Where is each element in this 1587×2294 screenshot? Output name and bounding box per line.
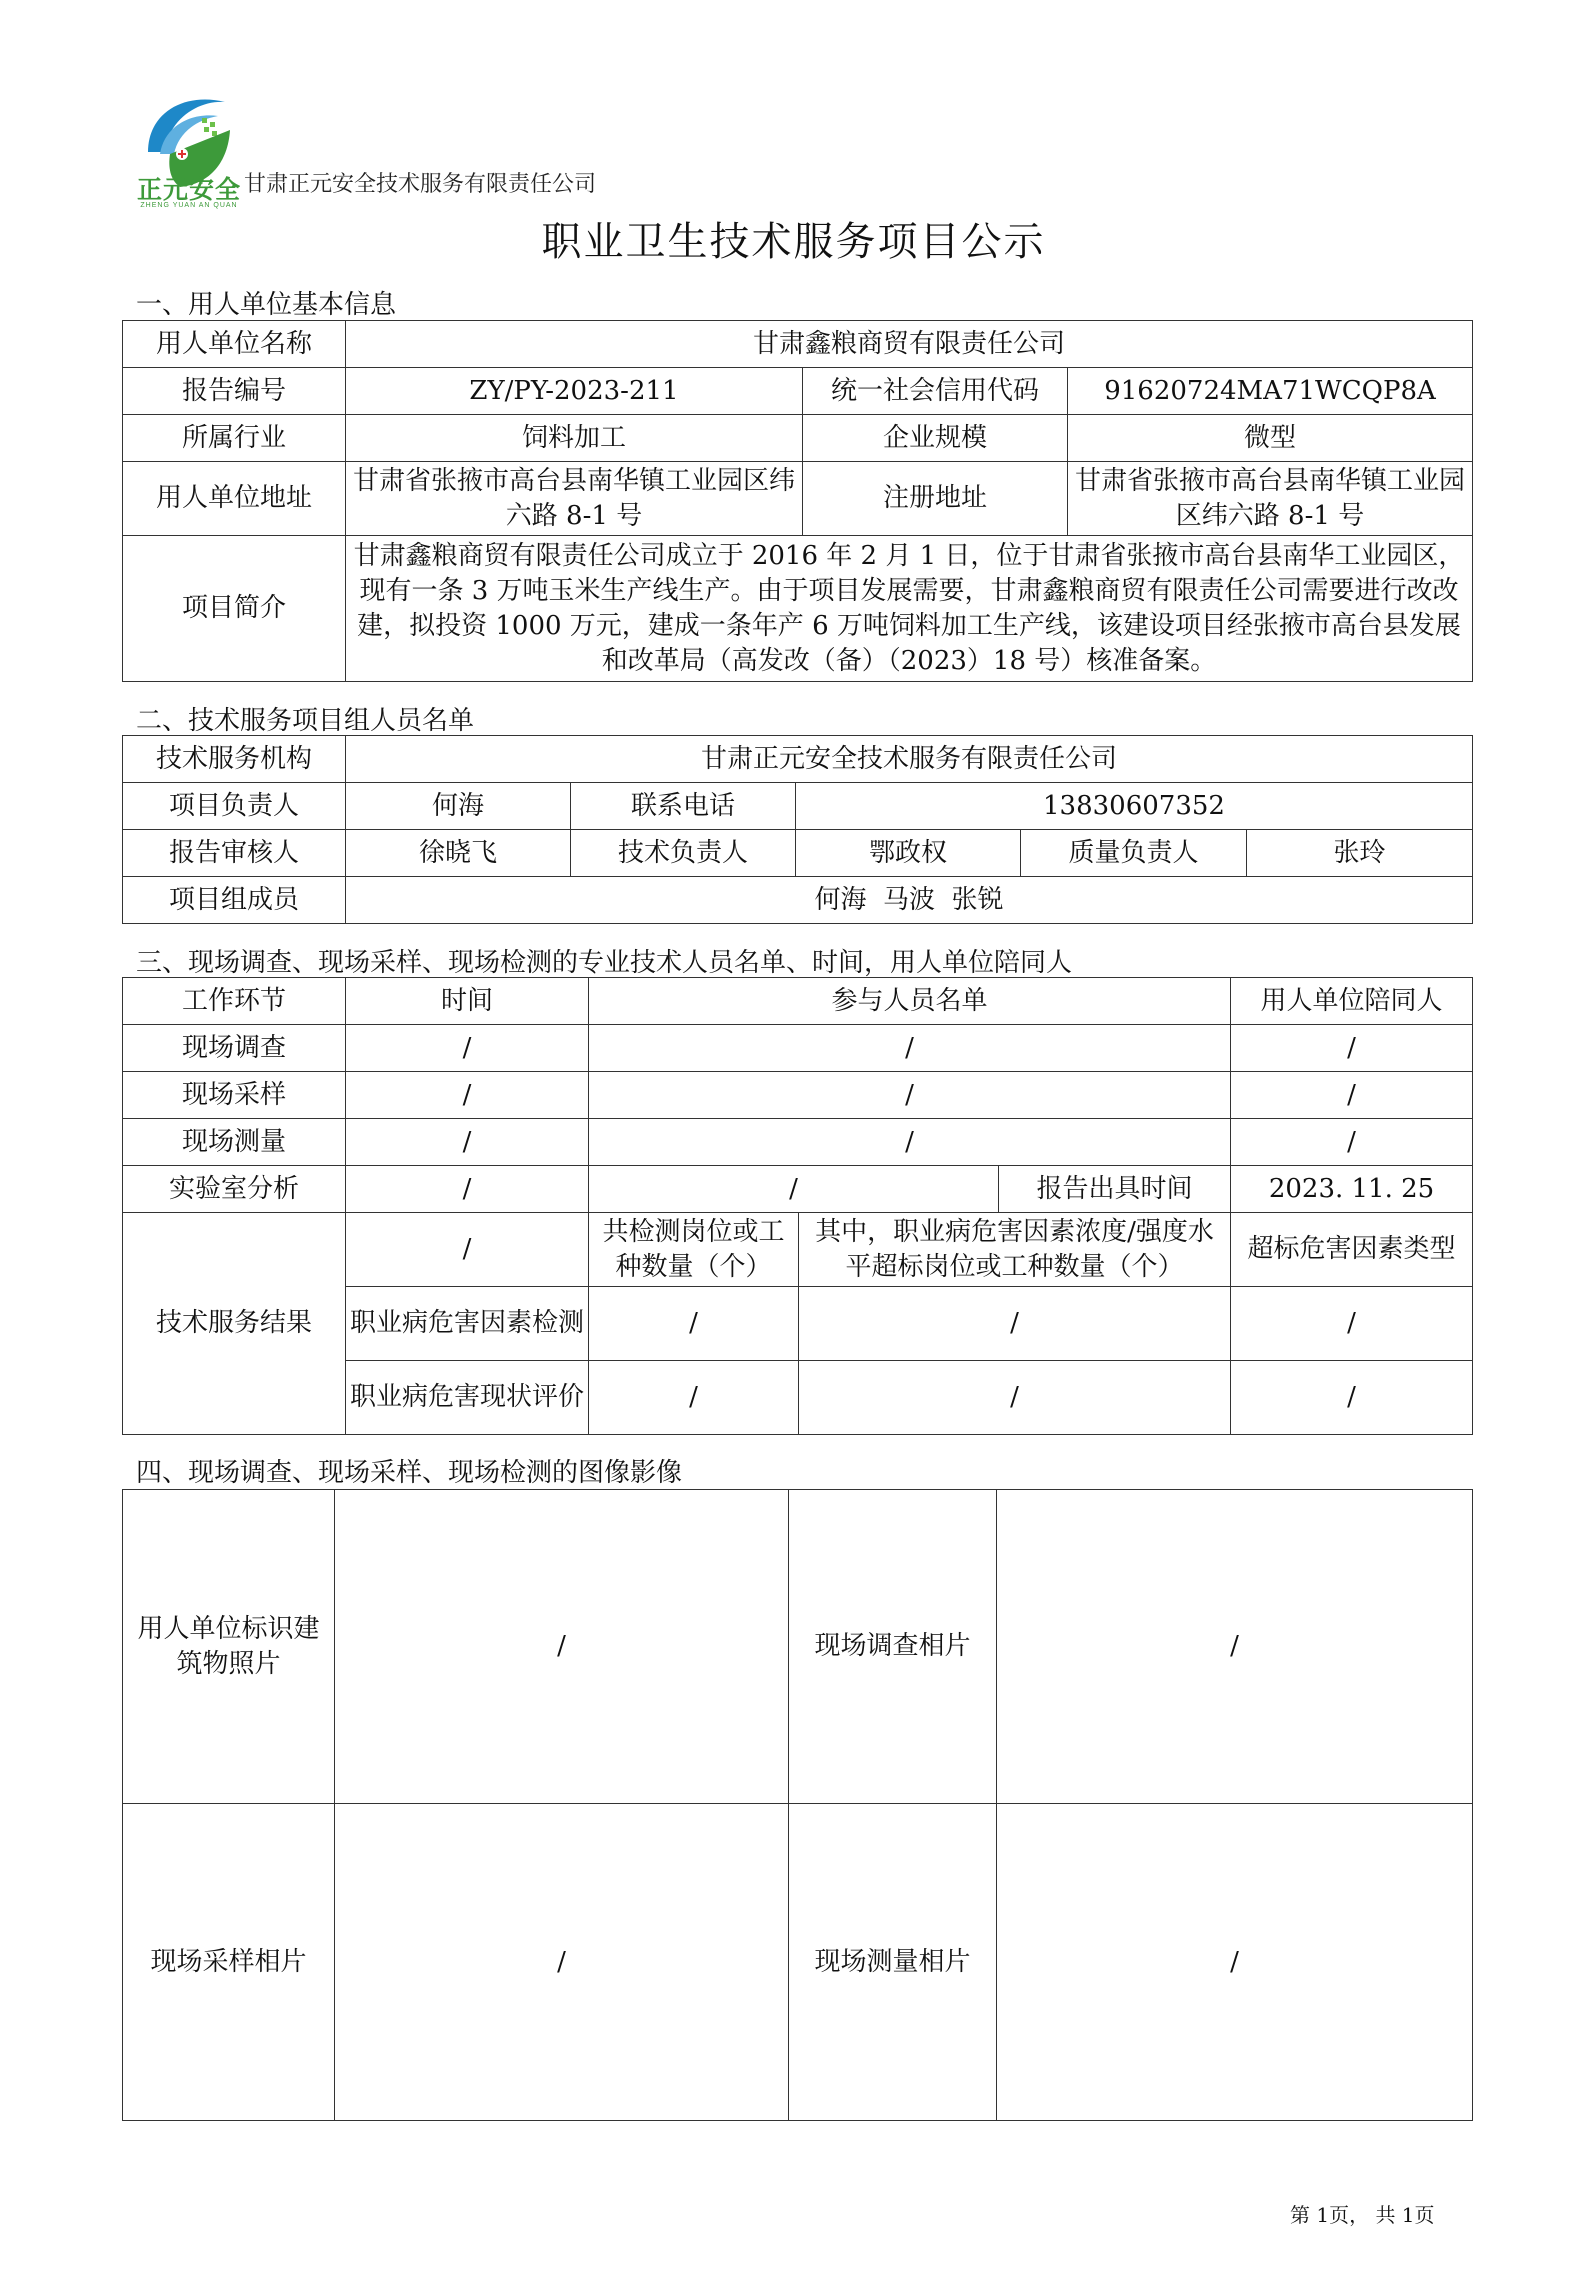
- result-row-name: 职业病危害因素检测: [346, 1287, 589, 1361]
- label-industry: 所属行业: [123, 415, 346, 462]
- result-col-exceed: 其中，职业病危害因素浓度/强度水平超标岗位或工种数量（个）: [799, 1213, 1231, 1287]
- result-row-name: 职业病危害现状评价: [346, 1361, 589, 1435]
- label-report-date: 报告出具时间: [999, 1166, 1231, 1213]
- reg-address: 甘肃省张掖市高台县南华镇工业园区纬六路 8-1 号: [1068, 462, 1473, 536]
- images-table: [122, 1489, 1473, 2121]
- label-employer-name: 用人单位名称: [123, 321, 346, 368]
- section1-heading: 一、用人单位基本信息: [136, 290, 397, 320]
- table-row: [123, 1072, 1473, 1119]
- escort: /: [1231, 1025, 1473, 1072]
- result-corner: /: [346, 1213, 589, 1287]
- people: /: [589, 1072, 1231, 1119]
- table-row: [123, 1025, 1473, 1072]
- label-credit-code: 统一社会信用代码: [803, 368, 1068, 415]
- report-no: ZY/PY-2023-211: [346, 368, 803, 415]
- label-survey-photo: 现场调查相片: [789, 1490, 997, 1804]
- result-exceed: /: [799, 1287, 1231, 1361]
- section3-heading: 三、现场调查、现场采样、现场检测的专业技术人员名单、时间，用人单位陪同人: [136, 948, 1073, 978]
- people: /: [589, 1119, 1231, 1166]
- label-reg-address: 注册地址: [803, 462, 1068, 536]
- survey-photo: /: [997, 1490, 1473, 1804]
- result-type: /: [1231, 1287, 1473, 1361]
- project-leader: 何海: [346, 783, 571, 830]
- members: 何海 马波 张锐: [346, 877, 1473, 924]
- label-measurement-photo: 现场测量相片: [789, 1804, 997, 2121]
- people: /: [589, 1025, 1231, 1072]
- scale: 微型: [1068, 415, 1473, 462]
- page-number: 第 1页， 共 1页: [1290, 2203, 1435, 2227]
- reviewer: 徐晓飞: [346, 830, 571, 877]
- result-col-type: 超标危害因素类型: [1231, 1213, 1473, 1287]
- result-type: /: [1231, 1361, 1473, 1435]
- result-count: /: [589, 1287, 799, 1361]
- industry: 饲料加工: [346, 415, 803, 462]
- employer-info-table: [122, 320, 1473, 682]
- building-photo: /: [335, 1490, 789, 1804]
- onsite-table: [122, 977, 1473, 1435]
- result-col-count: 共检测岗位或工种数量（个）: [589, 1213, 799, 1287]
- escort: /: [1231, 1119, 1473, 1166]
- result-count: /: [589, 1361, 799, 1435]
- stage: 实验室分析: [123, 1166, 346, 1213]
- time: /: [346, 1072, 589, 1119]
- sampling-photo: /: [335, 1804, 789, 2121]
- stage: 现场调查: [123, 1025, 346, 1072]
- label-project-leader: 项目负责人: [123, 783, 346, 830]
- table-row: [123, 1119, 1473, 1166]
- time: /: [346, 1119, 589, 1166]
- report-date: 2023. 11. 25: [1231, 1166, 1473, 1213]
- time: /: [346, 1025, 589, 1072]
- phone: 13830607352: [796, 783, 1473, 830]
- label-address: 用人单位地址: [123, 462, 346, 536]
- result-exceed: /: [799, 1361, 1231, 1435]
- tech-lead: 鄂政权: [796, 830, 1021, 877]
- credit-code: 91620724MA71WCQP8A: [1068, 368, 1473, 415]
- header-stage: 工作环节: [123, 978, 346, 1025]
- table-row: [123, 1166, 1473, 1213]
- label-sampling-photo: 现场采样相片: [123, 1804, 335, 2121]
- label-quality-lead: 质量负责人: [1021, 830, 1247, 877]
- escort: /: [1231, 1072, 1473, 1119]
- label-report-no: 报告编号: [123, 368, 346, 415]
- label-members: 项目组成员: [123, 877, 346, 924]
- team-table: [122, 735, 1473, 924]
- label-service-org: 技术服务机构: [123, 736, 346, 783]
- header-time: 时间: [346, 978, 589, 1025]
- stage: 现场采样: [123, 1072, 346, 1119]
- label-scale: 企业规模: [803, 415, 1068, 462]
- stage: 现场测量: [123, 1119, 346, 1166]
- header-company-name: 甘肃正元安全技术服务有限责任公司: [244, 172, 597, 197]
- logo-subtext: ZHENG YUAN AN QUAN: [140, 202, 238, 209]
- employer-name: 甘肃鑫粮商贸有限责任公司: [346, 321, 1473, 368]
- measurement-photo: /: [997, 1804, 1473, 2121]
- label-tech-lead: 技术负责人: [571, 830, 796, 877]
- time: /: [346, 1166, 589, 1213]
- service-org: 甘肃正元安全技术服务有限责任公司: [346, 736, 1473, 783]
- section4-heading: 四、现场调查、现场采样、现场检测的图像影像: [136, 1458, 683, 1488]
- document-title: 职业卫生技术服务项目公示: [541, 219, 1046, 265]
- label-result: 技术服务结果: [123, 1213, 346, 1435]
- label-phone: 联系电话: [571, 783, 796, 830]
- header-escort: 用人单位陪同人: [1231, 978, 1473, 1025]
- logo-text: 正元安全: [136, 175, 241, 204]
- people: /: [589, 1166, 999, 1213]
- label-intro: 项目简介: [123, 536, 346, 682]
- quality-lead: 张玲: [1247, 830, 1473, 877]
- section2-heading: 二、技术服务项目组人员名单: [136, 706, 475, 736]
- label-reviewer: 报告审核人: [123, 830, 346, 877]
- address: 甘肃省张掖市高台县南华镇工业园区纬六路 8-1 号: [346, 462, 803, 536]
- label-building-photo: 用人单位标识建筑物照片: [123, 1490, 335, 1804]
- project-intro: 甘肃鑫粮商贸有限责任公司成立于 2016 年 2 月 1 日，位于甘肃省张掖市高台县南华工业园区，现有一条 3 万吨玉米生产线生产。由于项目发展需要，甘肃鑫粮商贸有限责任公司需要进行改改建，拟投资 1000 万元，建成一条年产 6 万吨饲料加工生产线，该建设项目经张掖市高台县发展和改革局（高发改（备）（2023）18 号）核准备案。: [346, 536, 1473, 682]
- header-people: 参与人员名单: [589, 978, 1231, 1025]
